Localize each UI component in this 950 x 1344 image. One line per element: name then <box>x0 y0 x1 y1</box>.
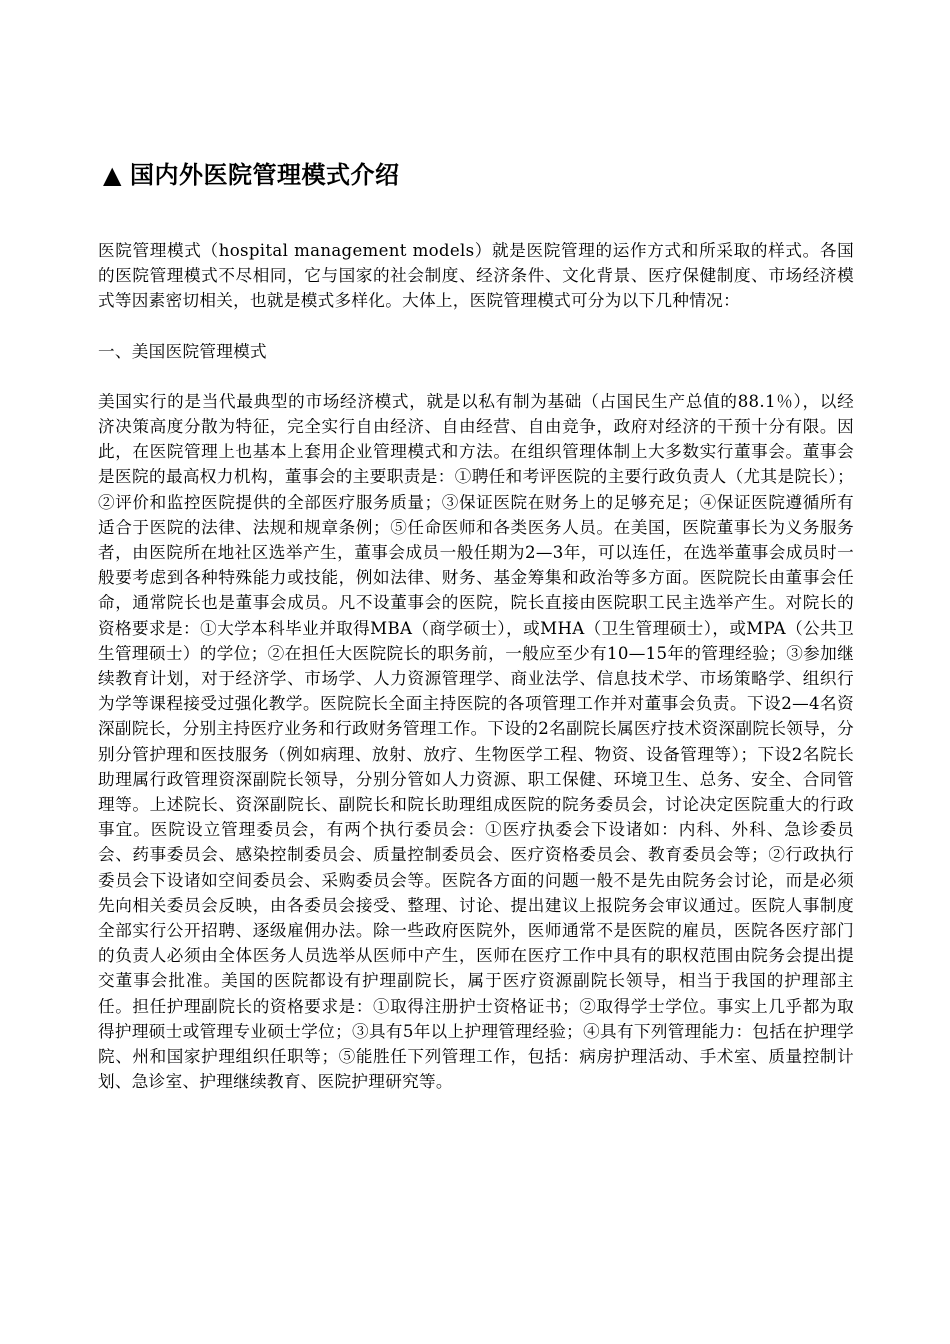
document-title <box>103 157 863 193</box>
document-body <box>98 238 854 1095</box>
section-heading: 一、美国医院管理模式 <box>98 341 267 361</box>
document-title-text: 国内外医院管理模式介绍 <box>129 161 400 189</box>
paragraph-spacer <box>98 364 854 389</box>
intro-paragraph: 医院管理模式（hospital management models）就是医院管理的运作方式和所采取的样式。各国的医院管理模式不尽相同，它与国家的社会制度、经济条件、文化背景、医疗保健制度、市场经济模式等因素密切相关，也就是模式多样化。大体上，医院管理模式可分为以下几种情况： <box>98 241 854 311</box>
paragraph-spacer <box>98 314 854 339</box>
triangle-bullet-icon: ▲ <box>103 161 122 189</box>
section-body-paragraph: 美国实行的是当代最典型的市场经济模式，就是以私有制为基础（占国民生产总值的88.1％），以经济决策高度分散为特征，完全实行自由经济、自由经营、自由竞争，政府对经济的干预十分有限。因此，在医院管理上也基本上套用企业管理模式和方法。在组织管理体制上大多数实行董事会。董事会是医院的最高权力机构，董事会的主要职责是：①聘任和考评医院的主要行政负责人（尤其是院长）；②评价和监控医院提供的全部医疗服务质量；③保证医院在财务上的足够充足；④保证医院遵循所有适合于医院的法律、法规和规章条例；⑤任命医师和各类医务人员。在美国，医院董事长为义务服务者，由医院所在地社区选举产生，董事会成员一般任期为2—3年，可以连任，在选举董事会成员时一般要考虑到各种特殊能力或技能，例如法律、财务、基金筹集和政治等多方面。医院院长由董事会任命，通常院长也是董事会成员。凡不设董事会的医院，院长直接由医院职工民主选举产生。对院长的资格要求是：①大学本科毕业并取得MBA（商学硕士），或MHA（卫生管理硕士），或MPA（公共卫生管理硕士）的学位；②在担任大医院院长的职务前，一般应至少有10—15年的管理经验；③参加继续教育计划，对于经济学、市场学、人力资源管理学、商业法学、信息技术学、市场策略学、组织行为学等课程接受过强化教学。医院院长全面主持医院的各项管理工作并对董事会负责。下设2—4名资深副院长，分别主持医疗业务和行政财务管理工作。下设的2名副院长属医疗技术资深副院长领导，分别分管护理和医技服务（例如病理、放射、放疗、生物医学工程、物资、设备管理等）；下设2名院长助理属行政管理资深副院长领导，分别分管如人力资源、职工保健、环境卫生、总务、安全、合同管理等。上述院长、资深副院长、副院长和院长助理组成医院的院务委员会，讨论决定医院重大的行政事宜。医院设立管理委员会，有两个执行委员会：①医疗执委会下设诸如：内科、外科、急诊委员会、药事委员会、感染控制委员会、质量控制委员会、医疗资格委员会、教育委员会等；②行政执行委员会下设诸如空间委员会、采购委员会等。医院各方面的问题一般不是先由院务会讨论，而是必须先向相关委员会反映，由各委员会接受、整理、讨论、提出建议上报院务会审议通过。医院人事制度全部实行公开招聘、逐级雇佣办法。除一些政府医院外，医师通常不是医院的雇员，医院各医疗部门的负责人必须由全体医务人员选举从医师中产生，医师在医疗工作中具有的职权范围由院务会提出提交董事会批准。美国的医院都设有护理副院长，属于医疗资源副院长领导，相当于我国的护理部主任。担任护理副院长的资格要求是：①取得注册护士资格证书；②取得学士学位。事实上几乎都为取得护理硕士或管理专业硕士学位；③具有5年以上护理管理经验；④具有下列管理能力：包括在护理学院、州和国家护理组织任职等；⑤能胜任下列管理工作，包括：病房护理活动、手术室、质量控制计划、急诊室、护理继续教育、医院护理研究等。 <box>98 391 854 1092</box>
